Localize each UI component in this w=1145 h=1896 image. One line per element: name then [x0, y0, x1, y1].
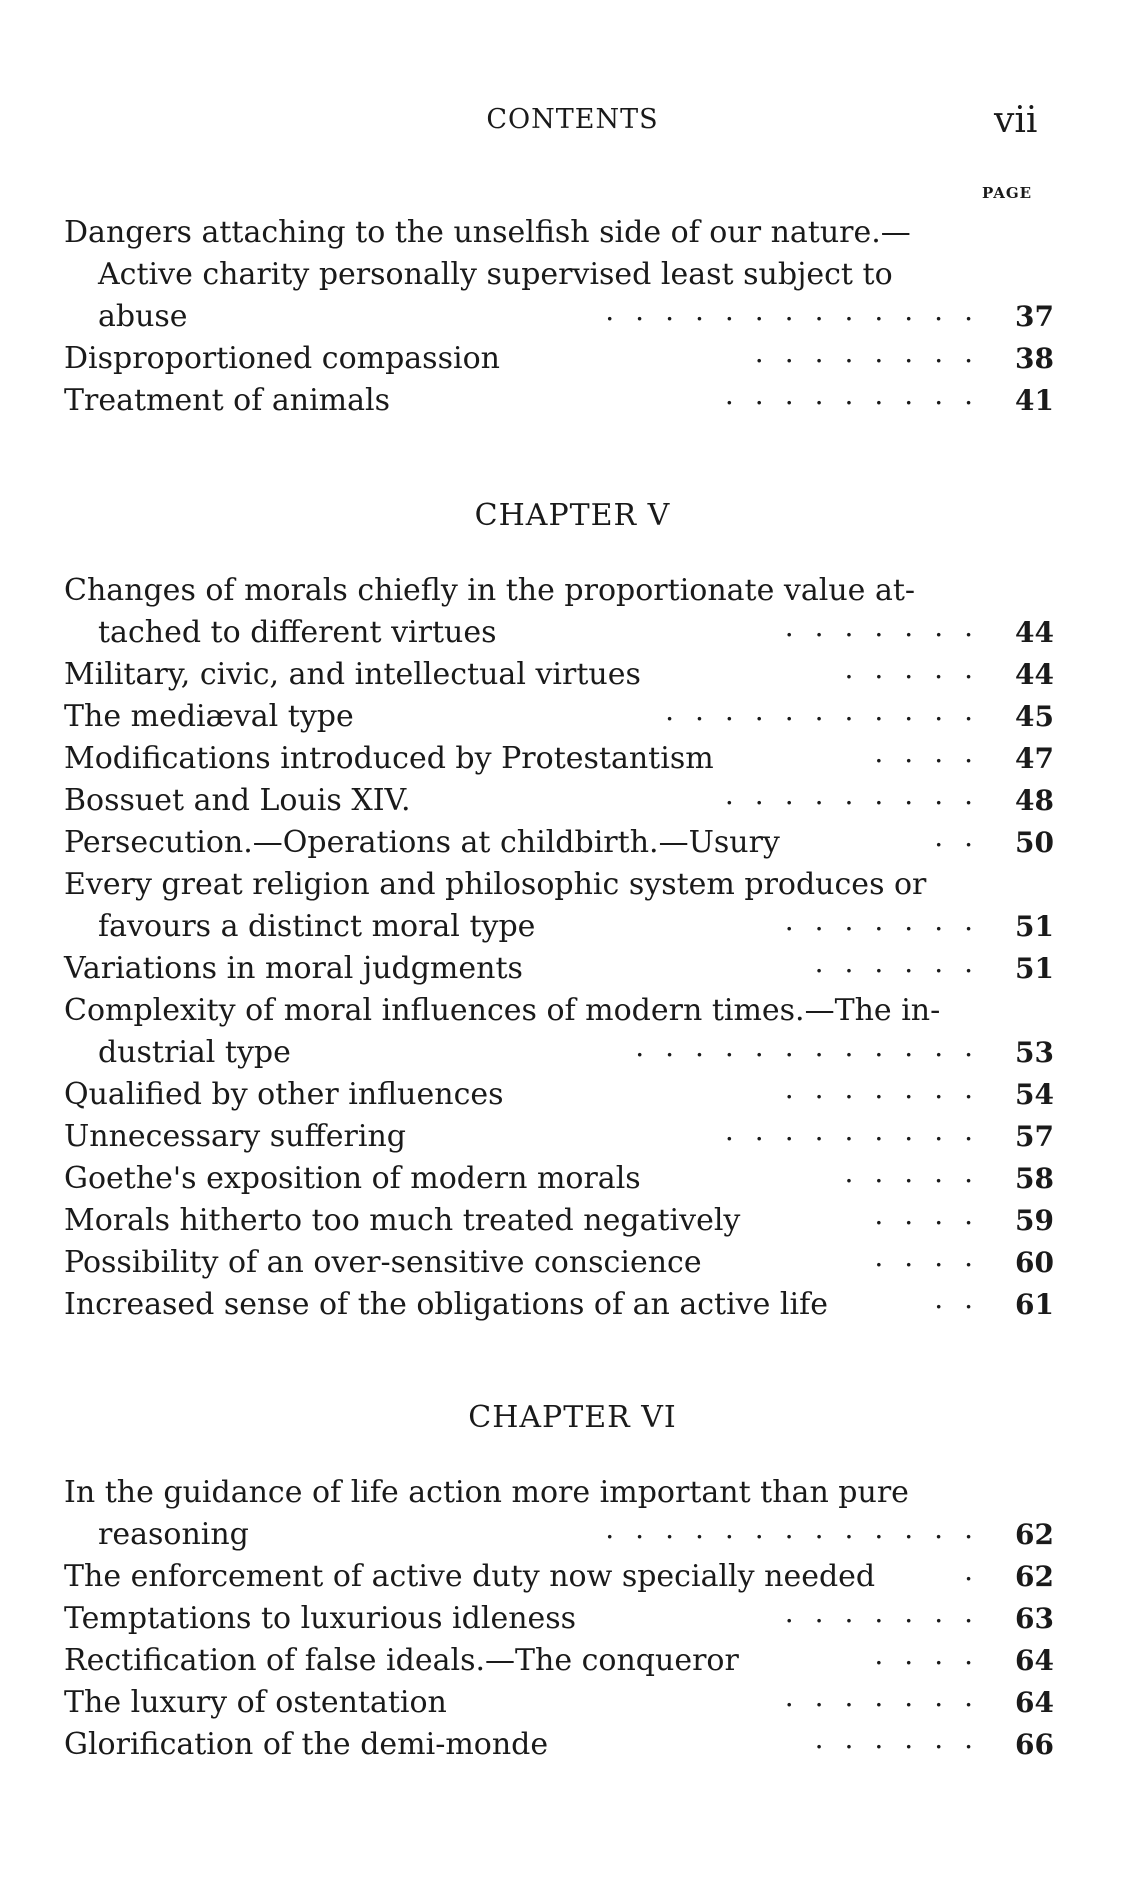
dot-leader: ......... — [724, 778, 994, 811]
toc-page-number: 51 — [1015, 952, 1054, 985]
dot-leader: .... — [874, 736, 994, 769]
page-number: vii — [994, 100, 1038, 141]
contents-section-chapter-v — [64, 570, 1054, 1326]
toc-entry-text: Every great religion and philosophic system produces or — [64, 867, 927, 902]
dot-leader: ......... — [724, 378, 994, 411]
toc-entry-text — [64, 1242, 1054, 1284]
toc-entry-text — [64, 822, 1054, 864]
dot-leader: ............. — [605, 294, 994, 327]
toc-entry — [64, 1724, 1054, 1766]
toc-entry-text — [64, 1514, 1054, 1556]
toc-entry-line: abuse — [98, 299, 188, 334]
dot-leader: ..... — [844, 652, 994, 685]
toc-entry-line: Goethe's exposition of modern morals — [64, 1161, 641, 1196]
toc-entry-text — [64, 1284, 1054, 1326]
dot-leader: ......... — [724, 1114, 994, 1147]
contents-section-chapter-iv-continued — [64, 212, 1054, 422]
toc-entry-line: The luxury of ostentation — [64, 1685, 447, 1720]
dot-leader: ....... — [784, 1072, 994, 1105]
toc-page-number: 48 — [1015, 784, 1054, 817]
chapter-heading: CHAPTER VI — [468, 1400, 677, 1435]
dot-leader: . — [964, 1554, 994, 1587]
toc-entry-line: Military, civic, and intellectual virtues — [64, 657, 641, 692]
toc-page-number: 59 — [1015, 1204, 1054, 1237]
toc-page-number: 61 — [1015, 1288, 1054, 1321]
toc-entry — [64, 948, 1054, 990]
toc-entry — [64, 1284, 1054, 1326]
toc-entry-line: Increased sense of the obligations of an active life — [64, 1287, 828, 1322]
toc-page-number: 38 — [1015, 342, 1054, 375]
toc-entry — [64, 212, 1054, 338]
toc-page-number: 47 — [1015, 742, 1054, 775]
toc-entry — [64, 380, 1054, 422]
toc-page-number: 58 — [1015, 1162, 1054, 1195]
dot-leader: .... — [874, 1240, 994, 1273]
toc-page-number: 54 — [1015, 1078, 1054, 1111]
toc-entry-line: Morals hitherto too much treated negatively — [64, 1203, 741, 1238]
toc-entry-line: Variations in moral judgments — [64, 951, 523, 986]
toc-entry-line: Bossuet and Louis XIV. — [64, 783, 411, 818]
dot-leader: ............ — [635, 1030, 994, 1063]
toc-entry-line: Persecution.—Operations at childbirth.—Usury — [64, 825, 780, 860]
chapter-heading: CHAPTER V — [474, 498, 671, 533]
toc-page-number: 51 — [1015, 910, 1054, 943]
toc-page-number: 57 — [1015, 1120, 1054, 1153]
toc-entry-text: Complexity of moral influences of modern times.—The in- — [64, 993, 941, 1028]
toc-page-number: 53 — [1015, 1036, 1054, 1069]
contents-section-chapter-vi — [64, 1472, 1054, 1766]
toc-entry — [64, 1242, 1054, 1284]
toc-entry — [64, 990, 1054, 1074]
toc-entry-line: Possibility of an over-sensitive conscience — [64, 1245, 702, 1280]
toc-page-number: 44 — [1015, 616, 1054, 649]
toc-entry-text: Changes of morals chiefly in the proportionate value at- — [64, 573, 916, 608]
toc-entry-line: Temptations to luxurious idleness — [64, 1601, 577, 1636]
toc-page-number: 62 — [1015, 1518, 1054, 1551]
toc-entry-line: tached to different virtues — [98, 615, 497, 650]
toc-entry-line: favours a distinct moral type — [98, 909, 536, 944]
toc-entry-line: Modifications introduced by Protestantism — [64, 741, 714, 776]
toc-page-number: 62 — [1015, 1560, 1054, 1593]
dot-leader: .... — [874, 1638, 994, 1671]
dot-leader: ........... — [665, 694, 994, 727]
toc-entry-text: Dangers attaching to the unselfish side of our nature.— — [64, 215, 911, 250]
toc-entry-line: Rectification of false ideals.—The conqueror — [64, 1643, 739, 1678]
toc-entry-line: Glorification of the demi-monde — [64, 1727, 549, 1762]
toc-entry — [64, 864, 1054, 948]
toc-page-number: 64 — [1015, 1644, 1054, 1677]
toc-entry-text — [64, 380, 1054, 422]
toc-entry-line: Disproportioned compassion — [64, 341, 500, 376]
running-head — [0, 100, 1145, 150]
toc-page-number: 44 — [1015, 658, 1054, 691]
toc-page-number: 64 — [1015, 1686, 1054, 1719]
toc-page-number: 41 — [1015, 384, 1054, 417]
dot-leader: ....... — [784, 1596, 994, 1629]
toc-entry-text: In the guidance of life action more important than pure — [64, 1475, 909, 1510]
dot-leader: ..... — [844, 1156, 994, 1189]
running-head-title: CONTENTS — [486, 104, 659, 135]
toc-entry-line: dustrial type — [98, 1035, 291, 1070]
dot-leader: ...... — [814, 1722, 994, 1755]
dot-leader: ....... — [784, 1680, 994, 1713]
toc-entry — [64, 780, 1054, 822]
dot-leader: ............. — [605, 1512, 994, 1545]
dot-leader: ....... — [784, 610, 994, 643]
toc-entry-text — [64, 780, 1054, 822]
dot-leader: ....... — [784, 904, 994, 937]
toc-page-number: 63 — [1015, 1602, 1054, 1635]
toc-entry — [64, 1472, 1054, 1556]
toc-page-number: 37 — [1015, 300, 1054, 333]
toc-entry-line: reasoning — [98, 1517, 249, 1552]
toc-entry-text — [64, 948, 1054, 990]
toc-page-number: 45 — [1015, 700, 1054, 733]
toc-entry — [64, 822, 1054, 864]
toc-page-number: 60 — [1015, 1246, 1054, 1279]
dot-leader: .. — [934, 820, 994, 853]
dot-leader: ...... — [814, 946, 994, 979]
toc-entry — [64, 570, 1054, 654]
page-column-label: PAGE — [982, 184, 1033, 202]
toc-page-number: 50 — [1015, 826, 1054, 859]
toc-entry-line: Qualified by other influences — [64, 1077, 504, 1112]
toc-page-number: 66 — [1015, 1728, 1054, 1761]
dot-leader: ........ — [754, 336, 994, 369]
dot-leader: .. — [934, 1282, 994, 1315]
toc-entry-line: The enforcement of active duty now specially needed — [64, 1559, 876, 1594]
toc-entry-text: Active charity personally supervised least subject to — [98, 257, 893, 292]
toc-entry-text — [64, 1724, 1054, 1766]
toc-entry-line: Treatment of animals — [64, 383, 390, 418]
toc-entry-line: The mediæval type — [64, 699, 354, 734]
toc-entry-line: Unnecessary suffering — [64, 1119, 406, 1154]
dot-leader: .... — [874, 1198, 994, 1231]
